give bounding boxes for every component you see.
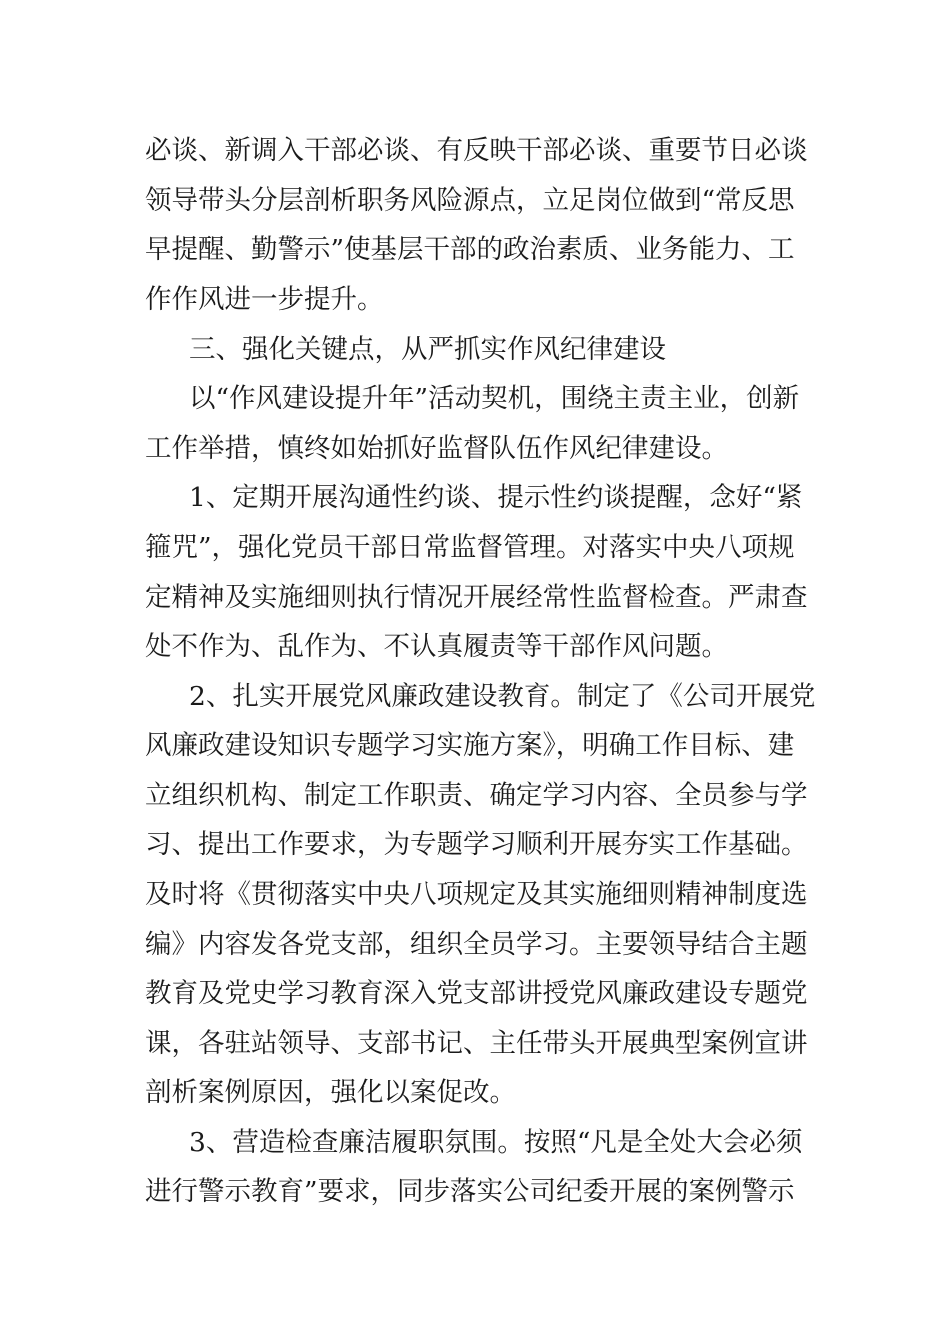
body-text-line: 工作举措，慎终如始抓好监督队伍作风纪律建设。: [145, 433, 728, 464]
body-text-line: 剖析案例原因，强化以案促改。: [145, 1077, 516, 1108]
body-text-line: 2、扎实开展党风廉政建设教育。制定了《公司开展党: [189, 681, 816, 712]
body-text-line: 教育及党史学习教育深入党支部讲授党风廉政建设专题党: [145, 978, 808, 1009]
body-text-line: 早提醒、勤警示”使基层干部的政治素质、业务能力、工: [145, 234, 795, 265]
body-text-line: 定精神及实施细则执行情况开展经常性监督检查。严肃查: [145, 582, 808, 613]
section-heading: 三、强化关键点，从严抓实作风纪律建设: [189, 334, 666, 365]
body-text-line: 以“作风建设提升年”活动契机，围绕主责主业，创新: [189, 383, 800, 414]
body-text-line: 习、提出工作要求，为专题学习顺利开展夯实工作基础。: [145, 829, 808, 860]
body-text-line: 箍咒”，强化党员干部日常监督管理。对落实中央八项规: [145, 532, 795, 563]
body-text-line: 领导带头分层剖析职务风险源点，立足岗位做到“常反思: [145, 185, 795, 216]
body-text-line: 风廉政建设知识专题学习实施方案》，明确工作目标、建: [145, 730, 795, 761]
body-text-line: 编》内容发各党支部，组织全员学习。主要领导结合主题: [145, 929, 808, 960]
body-text-line: 3、营造检查廉洁履职氛围。按照“凡是全处大会必须: [189, 1127, 803, 1158]
body-text-line: 进行警示教育”要求，同步落实公司纪委开展的案例警示: [145, 1176, 795, 1207]
body-text-line: 处不作为、乱作为、不认真履责等干部作风问题。: [145, 631, 728, 662]
body-text-line: 立组织机构、制定工作职责、确定学习内容、全员参与学: [145, 780, 808, 811]
body-text-line: 及时将《贯彻落实中央八项规定及其实施细则精神制度选: [145, 879, 808, 910]
body-text-line: 作作风进一步提升。: [145, 284, 384, 315]
body-text-line: 必谈、新调入干部必谈、有反映干部必谈、重要节日必谈: [145, 135, 808, 166]
body-text-line: 课，各驻站领导、支部书记、主任带头开展典型案例宣讲: [145, 1028, 808, 1059]
body-text-line: 1、定期开展沟通性约谈、提示性约谈提醒，念好“紧: [189, 482, 803, 513]
